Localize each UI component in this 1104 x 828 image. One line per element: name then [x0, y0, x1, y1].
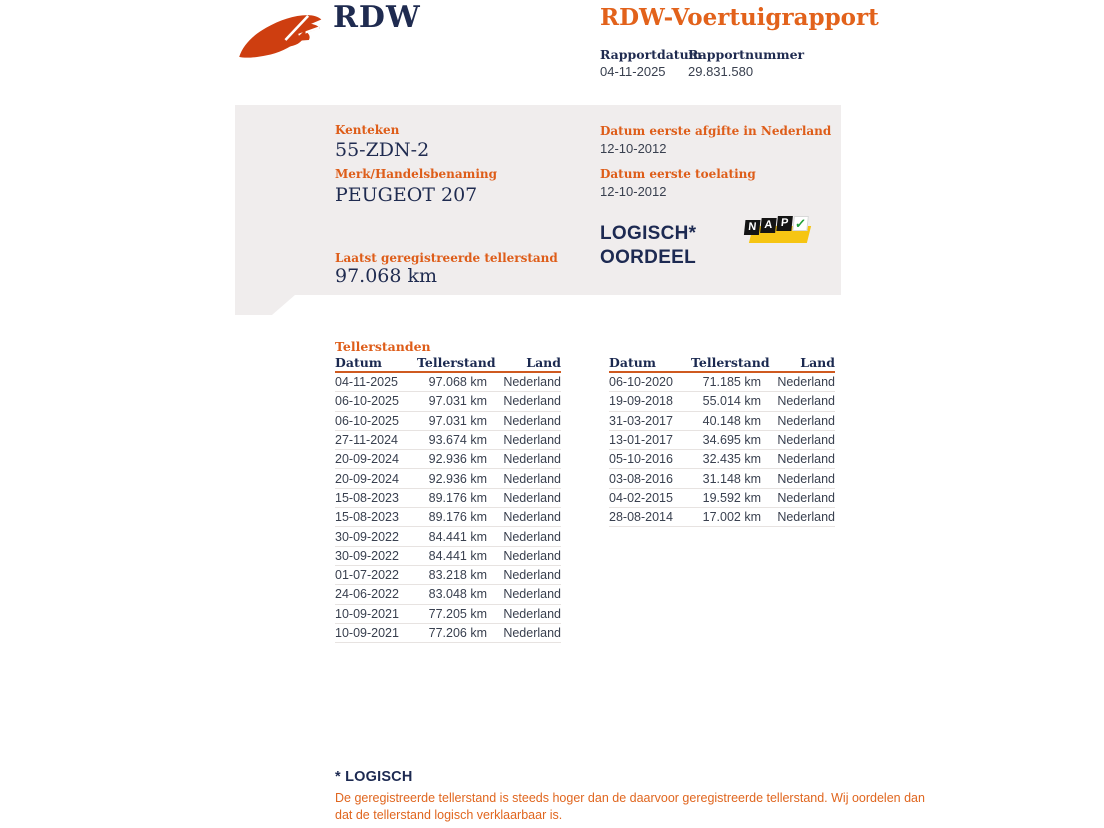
table-row: [335, 469, 561, 488]
kenteken-value: 55-ZDN-2: [335, 139, 430, 161]
cell-datum: 30-09-2022: [335, 548, 399, 563]
table-row: [609, 450, 835, 469]
merk-label: Merk/Handelsbenaming: [335, 167, 498, 181]
cell-land: Nederland: [503, 606, 561, 621]
cell-tellerstand: 92.936 km: [428, 471, 487, 486]
cell-datum: 03-08-2016: [609, 471, 673, 486]
oordeel-line2: OORDEEL: [600, 247, 697, 268]
cell-tellerstand: 97.031 km: [428, 394, 487, 409]
cell-datum: 15-08-2023: [335, 510, 399, 525]
col-header-tellerstand: Tellerstand: [417, 355, 496, 370]
nap-check-icon: ✓: [792, 216, 809, 231]
rdw-feather-logo-icon: [237, 8, 325, 64]
cell-land: Nederland: [503, 490, 561, 505]
table-body: [335, 373, 561, 643]
col-header-datum: Datum: [609, 355, 657, 370]
table-row: [609, 431, 835, 450]
report-date-label: Rapportdatum: [600, 47, 702, 62]
tellerstanden-section-label: Tellerstanden: [335, 339, 431, 354]
nap-letter-p: P: [776, 216, 793, 231]
table-row: [609, 508, 835, 527]
merk-value: PEUGEOT 207: [335, 184, 478, 206]
table-row: [609, 469, 835, 488]
cell-datum: 13-01-2017: [609, 433, 673, 448]
table-row: [335, 508, 561, 527]
table-row: [609, 392, 835, 411]
table-row: [609, 489, 835, 508]
cell-datum: 28-08-2014: [609, 510, 673, 525]
cell-land: Nederland: [503, 375, 561, 390]
footnote-line1: De geregistreerde tellerstand is steeds hoger dan de daarvoor geregistreerde tellerstand. Wij oordelen dan: [335, 791, 925, 805]
table-row: [335, 373, 561, 392]
cell-tellerstand: 92.936 km: [428, 452, 487, 467]
cell-land: Nederland: [503, 568, 561, 583]
cell-tellerstand: 17.002 km: [702, 510, 761, 525]
cell-land: Nederland: [503, 471, 561, 486]
toelating-value: 12-10-2012: [600, 184, 667, 199]
footnote-line2: dat de tellerstand logisch verklaarbaar is.: [335, 808, 563, 822]
table-row: [335, 624, 561, 643]
kenteken-label: Kenteken: [335, 123, 400, 137]
cell-land: Nederland: [777, 413, 835, 428]
cell-tellerstand: 71.185 km: [702, 375, 761, 390]
cell-land: Nederland: [503, 433, 561, 448]
table-row: [335, 450, 561, 469]
table-row: [335, 605, 561, 624]
table-body: [609, 373, 835, 527]
cell-tellerstand: 34.695 km: [702, 433, 761, 448]
table-row: [335, 431, 561, 450]
tellerstanden-table-right: [609, 356, 835, 527]
table-row: [335, 547, 561, 566]
cell-datum: 01-07-2022: [335, 568, 399, 583]
cell-land: Nederland: [777, 375, 835, 390]
cell-tellerstand: 83.048 km: [428, 587, 487, 602]
oordeel-text: [600, 222, 696, 270]
cell-datum: 31-03-2017: [609, 413, 673, 428]
table-row: [335, 392, 561, 411]
report-number-label: Rapportnummer: [688, 47, 805, 62]
cell-datum: 04-02-2015: [609, 490, 673, 505]
rdw-logo-text: RDW: [333, 0, 421, 35]
cell-datum: 06-10-2025: [335, 413, 399, 428]
laatste-tellerstand-label: Laatst geregistreerde tellerstand: [335, 251, 558, 265]
cell-land: Nederland: [777, 452, 835, 467]
cell-land: Nederland: [777, 490, 835, 505]
col-header-datum: Datum: [335, 355, 383, 370]
cell-datum: 19-09-2018: [609, 394, 673, 409]
footnote-title: * LOGISCH: [335, 769, 413, 785]
cell-land: Nederland: [777, 433, 835, 448]
cell-land: Nederland: [503, 394, 561, 409]
report-date-value: 04-11-2025: [600, 64, 666, 79]
afgifte-label: Datum eerste afgifte in Nederland: [600, 124, 832, 138]
table-header-row: [609, 356, 835, 373]
cell-land: Nederland: [503, 413, 561, 428]
cell-land: Nederland: [503, 452, 561, 467]
cell-datum: 30-09-2022: [335, 529, 399, 544]
cell-datum: 10-09-2021: [335, 606, 399, 621]
cell-tellerstand: 97.068 km: [428, 375, 487, 390]
col-header-land: Land: [526, 355, 561, 370]
cell-datum: 20-09-2024: [335, 452, 399, 467]
table-row: [609, 373, 835, 392]
cell-datum: 05-10-2016: [609, 452, 673, 467]
nap-letter-a: A: [760, 218, 777, 233]
table-header-row: [335, 356, 561, 373]
cell-tellerstand: 32.435 km: [702, 452, 761, 467]
col-header-land: Land: [800, 355, 835, 370]
cell-datum: 20-09-2024: [335, 471, 399, 486]
oordeel-line1: LOGISCH*: [600, 223, 697, 244]
cell-land: Nederland: [503, 529, 561, 544]
table-row: [335, 412, 561, 431]
cell-datum: 04-11-2025: [335, 375, 399, 390]
cell-datum: 15-08-2023: [335, 490, 399, 505]
cell-tellerstand: 84.441 km: [428, 548, 487, 563]
cell-tellerstand: 77.206 km: [428, 626, 487, 640]
cell-tellerstand: 93.674 km: [428, 433, 487, 448]
report-number-value: 29.831.580: [688, 64, 754, 79]
nap-letter-n: N: [744, 220, 761, 235]
cell-tellerstand: 84.441 km: [428, 529, 487, 544]
cell-tellerstand: 31.148 km: [702, 471, 761, 486]
nap-logo: [744, 215, 814, 249]
cell-land: Nederland: [777, 510, 835, 525]
table-row: [335, 527, 561, 546]
report-title: RDW-Voertuigrapport: [600, 4, 879, 31]
cell-tellerstand: 19.592 km: [702, 490, 761, 505]
cell-datum: 06-10-2020: [609, 375, 673, 390]
cell-tellerstand: 55.014 km: [702, 394, 761, 409]
col-header-tellerstand: Tellerstand: [691, 355, 770, 370]
toelating-label: Datum eerste toelating: [600, 167, 756, 181]
tellerstanden-table-left: [335, 356, 561, 643]
cell-tellerstand: 83.218 km: [428, 568, 487, 583]
table-row: [609, 412, 835, 431]
table-row: [335, 489, 561, 508]
cell-tellerstand: 89.176 km: [428, 490, 487, 505]
cell-tellerstand: 89.176 km: [428, 510, 487, 525]
cell-land: Nederland: [503, 587, 561, 602]
laatste-tellerstand-value: 97.068 km: [335, 265, 438, 287]
cell-land: Nederland: [503, 626, 561, 640]
cell-land: Nederland: [503, 510, 561, 525]
cell-land: Nederland: [503, 548, 561, 563]
cell-land: Nederland: [777, 394, 835, 409]
table-row: [335, 585, 561, 604]
cell-datum: 27-11-2024: [335, 433, 399, 448]
cell-tellerstand: 77.205 km: [428, 606, 487, 621]
cell-tellerstand: 97.031 km: [428, 413, 487, 428]
cell-datum: 10-09-2021: [335, 626, 399, 640]
cell-land: Nederland: [777, 471, 835, 486]
cell-tellerstand: 40.148 km: [702, 413, 761, 428]
afgifte-value: 12-10-2012: [600, 141, 667, 156]
table-row: [335, 566, 561, 585]
cell-datum: 06-10-2025: [335, 394, 399, 409]
cell-datum: 24-06-2022: [335, 587, 399, 602]
